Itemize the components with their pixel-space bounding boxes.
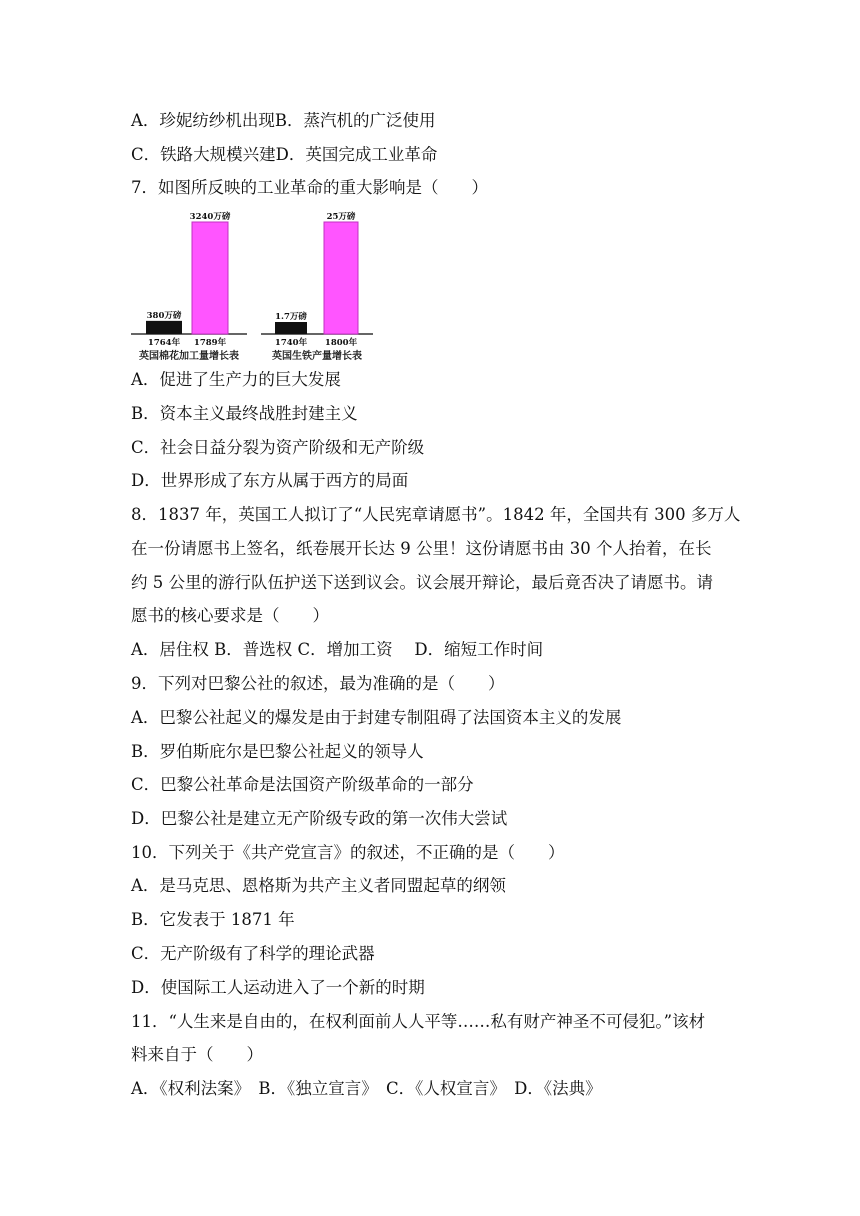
text-line-16: D．巴黎公社是建立无产阶级专政的第一次伟大尝试 — [131, 809, 508, 828]
text-line-4: B．资本主义最终战胜封建主义 — [131, 404, 358, 423]
text-line-9: 约 5 公里的游行队伍护送下送到议会。议会展开辩论，最后竟否决了请愿书。请 — [131, 573, 713, 592]
text-line-14: B．罗伯斯庇尔是巴黎公社起义的领导人 — [131, 742, 424, 761]
text-line-21: D．使国际工人运动进入了一个新的时期 — [131, 978, 425, 997]
text-line-3: A．促进了生产力的巨大发展 — [131, 370, 341, 389]
chart-0-data-label-0: 380万磅 — [146, 310, 182, 321]
text-line-20: C．无产阶级有了科学的理论武器 — [131, 944, 375, 963]
text-line-19: B．它发表于 1871 年 — [131, 910, 295, 929]
text-line-5: C．社会日益分裂为资产阶级和无产阶级 — [131, 438, 425, 457]
text-line-23: 料来自于（ ） — [131, 1045, 263, 1064]
chart-1-tick-label-0: 1740年 — [274, 338, 308, 348]
text-line-24: A．《权利法案》 B．《独立宣言》 C．《人权宣言》 D．《法典》 — [131, 1079, 602, 1098]
text-line-22: 11．“人生来是自由的，在权利面前人人平等……私有财产神圣不可侵犯。”该材 — [131, 1012, 706, 1031]
chart-0-tick-label-0: 1764年 — [147, 338, 181, 348]
text-line-0: A．珍妮纺纱机出现B．蒸汽机的广泛使用 — [131, 111, 436, 130]
bar-charts-svg — [131, 208, 381, 364]
text-line-10: 愿书的核心要求是（ ） — [131, 606, 329, 625]
chart-0-tick-label-1: 1789年 — [193, 338, 227, 348]
text-line-6: D．世界形成了东方从属于西方的局面 — [131, 471, 409, 490]
text-line-15: C．巴黎公社革命是法国资产阶级革命的一部分 — [131, 775, 474, 794]
text-line-18: A．是马克思、恩格斯为共产主义者同盟起草的纲领 — [131, 876, 506, 895]
text-line-7: 8．1837 年，英国工人拟订了“人民宪章请愿书”。1842 年，全国共有 300 多万人 — [131, 505, 741, 524]
chart-0-bar-0 — [146, 321, 182, 334]
chart-0-bar-1 — [192, 222, 228, 334]
text-line-1: C．铁路大规模兴建D．英国完成工业革命 — [131, 145, 438, 164]
chart-0-data-label-1: 3240万磅 — [189, 212, 231, 222]
chart-0-title: 英国棉花加工量增长表 — [139, 351, 239, 362]
chart-1-bar-1 — [324, 222, 358, 334]
text-line-2: 7．如图所反映的工业革命的重大影响是（ ） — [131, 178, 488, 197]
text-line-11: A．居住权 B．普选权 C．增加工资 D．缩短工作时间 — [131, 640, 544, 659]
chart-1-tick-label-1: 1800年 — [324, 338, 358, 348]
text-line-12: 9．下列对巴黎公社的叙述，最为准确的是（ ） — [131, 674, 505, 693]
chart-1-data-label-1: 25万磅 — [326, 212, 356, 222]
text-line-17: 10．下列关于《共产党宣言》的叙述，不正确的是（ ） — [131, 843, 565, 862]
text-line-8: 在一份请愿书上签名，纸卷展开长达 9 公里！这份请愿书由 30 个人抬着，在长 — [131, 539, 712, 558]
chart-1-bar-0 — [275, 322, 307, 334]
bar-charts-figure — [131, 208, 381, 364]
text-line-13: A．巴黎公社起义的爆发是由于封建专制阻碍了法国资本主义的发展 — [131, 708, 622, 727]
chart-1-data-label-0: 1.7万磅 — [275, 312, 307, 322]
chart-1-title: 英国生铁产量增长表 — [272, 351, 362, 362]
